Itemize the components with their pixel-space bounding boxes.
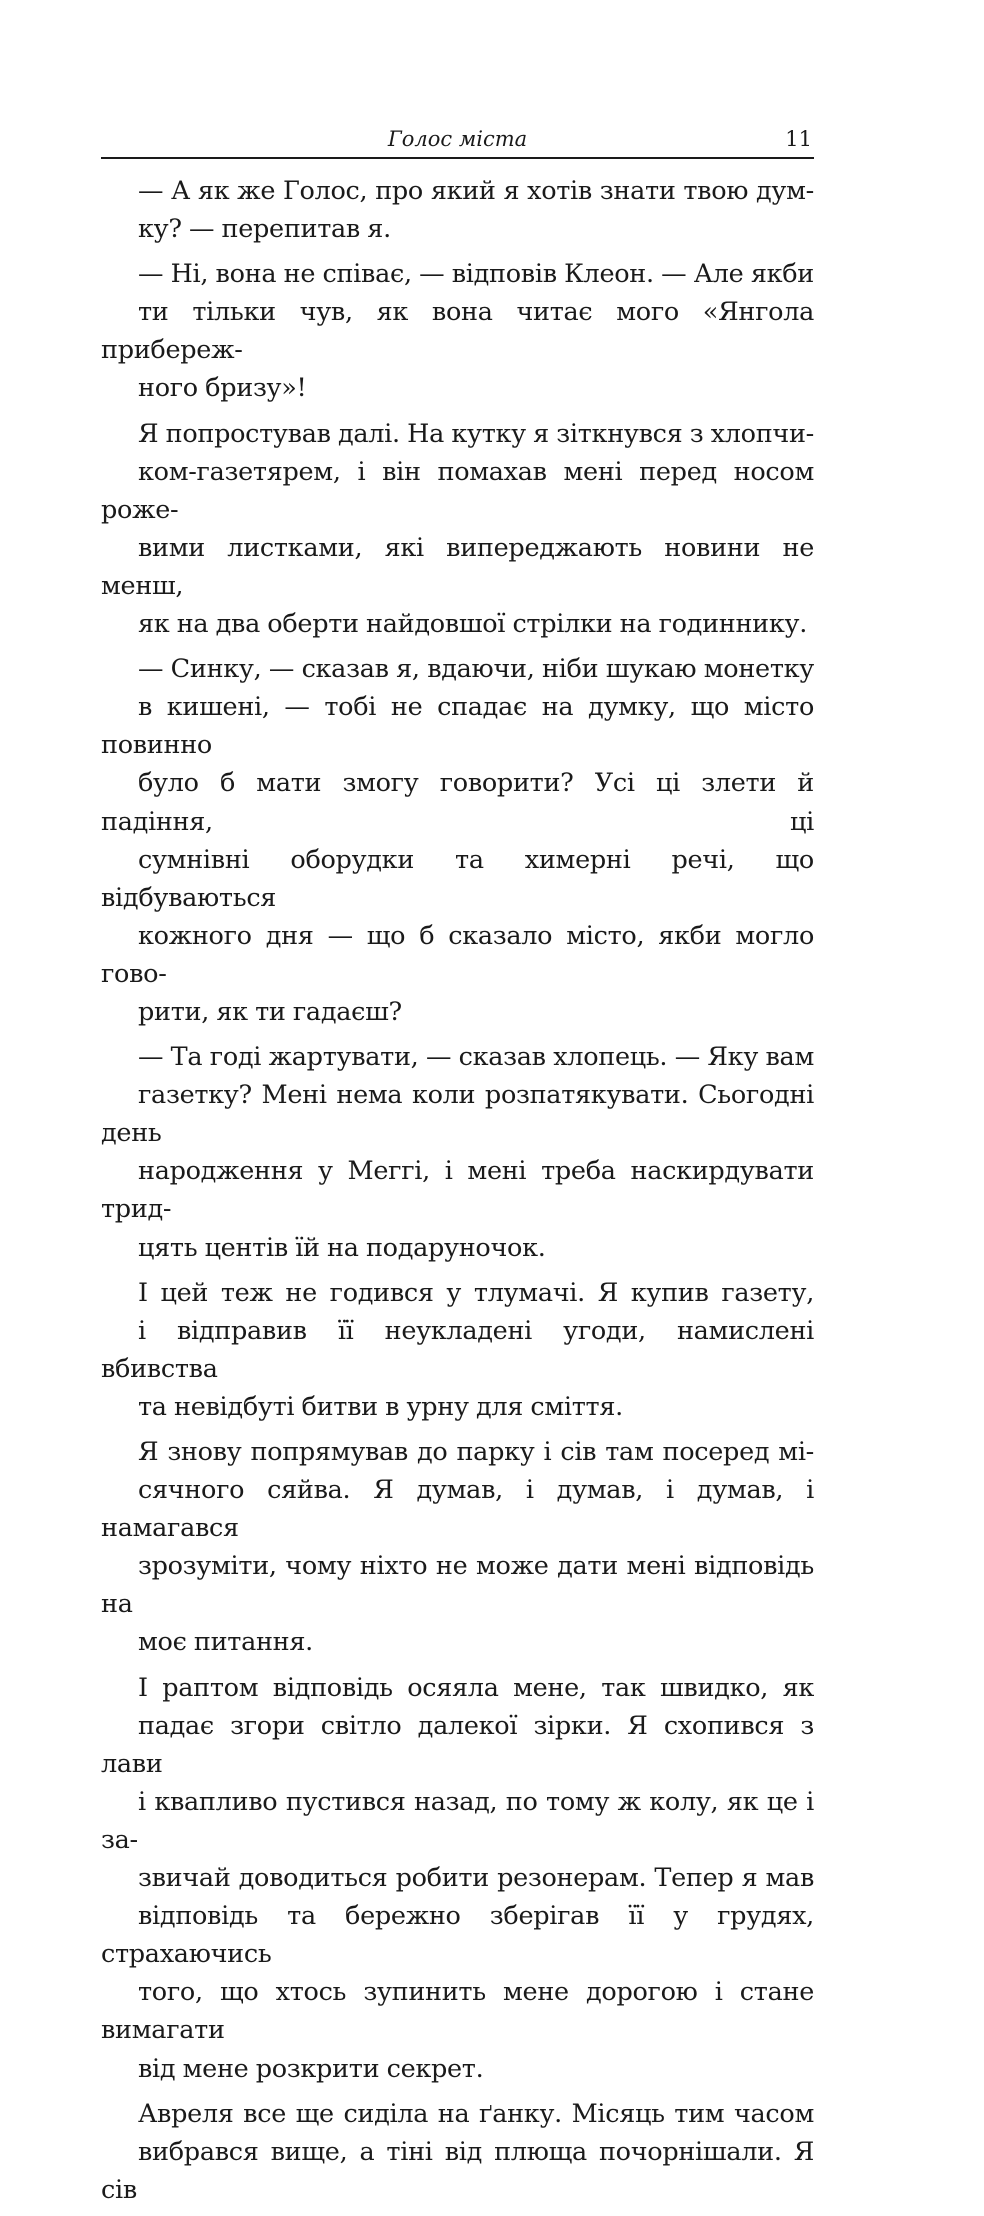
text-line: вибрався вище, а тіні від плюща почорнішали. Я сів — [101, 2136, 814, 2205]
text-line: ти тільки чув, як вона читає мого «Янгола прибереж- — [101, 297, 814, 366]
text-line: та невідбуті битви в урну для сміття. — [138, 1391, 623, 1422]
text-line: Я знову попрямував до парку і сів там посеред мі- — [138, 1437, 814, 1467]
text-line: відповідь та бережно зберігав її у грудях, страхаючись — [101, 1901, 814, 1970]
header-rule — [101, 157, 814, 159]
text-line: від мене розкрити секрет. — [138, 2053, 484, 2084]
paragraph — [101, 415, 814, 644]
paragraph — [101, 172, 814, 248]
text-line: сячного сяйва. Я думав, і думав, і думав, і намагався — [101, 1475, 814, 1544]
text-line: рити, як ти гадаєш? — [138, 996, 402, 1027]
text-line: — Та годі жартувати, — сказав хлопець. — Яку вам — [138, 1042, 814, 1073]
text-line: і відправив її неукладені угоди, намислені вбивства — [101, 1315, 814, 1384]
text-line: було б мати змогу говорити? Усі ці злети й падіння, ці — [101, 768, 814, 837]
text-line: падає згори світло далекої зірки. Я схопився з лави — [101, 1710, 814, 1779]
text-line: — А як же Голос, про який я хотів знати твою дум- — [138, 176, 814, 206]
text-line: сумнівні оборудки та химерні речі, що відбуваються — [101, 844, 814, 913]
text-line: того, що хтось зупинить мене дорогою і стане вимагати — [101, 1977, 814, 2046]
text-line: ного бризу»! — [138, 373, 307, 404]
text-line: як на два оберти найдовшої стрілки на годиннику. — [138, 609, 808, 640]
running-title: Голос міста — [387, 127, 528, 151]
paragraph — [101, 1038, 814, 1267]
text-line: зрозуміти, чому ніхто не може дати мені відповідь на — [101, 1551, 814, 1620]
text-line: і квапливо пустився назад, по тому ж колу, як це і за- — [101, 1786, 814, 1855]
text-line: Авреля все ще сиділа на ґанку. Місяць тим часом — [138, 2098, 814, 2129]
text-line: цять центів їй на подаруночок. — [138, 1232, 546, 1263]
body-text — [101, 172, 814, 2216]
text-line: І раптом відповідь осяяла мене, так швидко, як — [138, 1672, 814, 1703]
text-line: Я попростував далі. На кутку я зіткнувся з хлопчи- — [138, 418, 814, 449]
text-line: кожного дня — що б сказало місто, якби могло гово- — [101, 920, 814, 989]
text-line: ком-газетярем, і він помахав мені перед носом роже- — [101, 456, 814, 525]
paragraph — [101, 1274, 814, 1426]
text-line: — Ні, вона не співає, — відповів Клеон. — Але якби — [138, 259, 814, 290]
text-line: ку? — перепитав я. — [138, 214, 391, 245]
text-line: звичай доводиться робити резонерам. Тепер я мав — [138, 1863, 814, 1894]
text-line: І цей теж не годився у тлумачі. Я купив газету, — [138, 1277, 814, 1308]
paragraph — [101, 255, 814, 407]
text-line: в кишені, — тобі не спадає на думку, що місто повинно — [101, 692, 814, 761]
paragraph — [101, 650, 814, 1031]
paragraph — [101, 1669, 814, 2088]
text-line: — Синку, — сказав я, вдаючи, ніби шукаю монетку — [138, 654, 814, 685]
text-line: газетку? Мені нема коли розпатякувати. Сьогодні день — [101, 1080, 814, 1149]
paragraph — [101, 2095, 814, 2209]
page-number: 11 — [785, 127, 812, 151]
paragraph — [101, 1433, 814, 1662]
text-line: народження у Меггі, і мені треба наскирдувати трид- — [101, 1156, 814, 1225]
text-line: моє питання. — [138, 1627, 313, 1658]
running-head — [101, 124, 814, 156]
text-line: вими листками, які випереджають новини не менш, — [101, 532, 814, 601]
